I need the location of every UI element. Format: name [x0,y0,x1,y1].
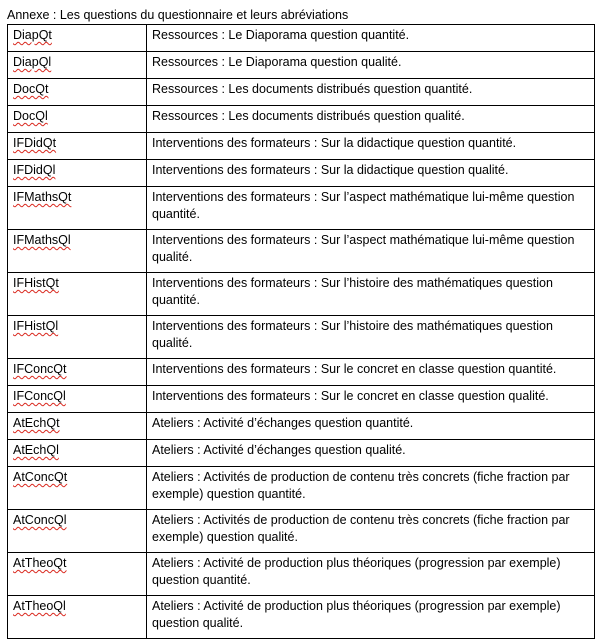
description-cell: Ressources : Le Diaporama question qualité. [147,52,595,79]
table-row [8,359,595,386]
abbreviation-code: AtTheoQt [13,556,67,570]
abbreviation-cell [8,133,147,160]
abbreviation-cell [8,273,147,316]
abbreviation-code: IFMathsQl [13,233,71,247]
abbreviation-cell [8,510,147,553]
description-cell: Interventions des formateurs : Sur l’aspect mathématique lui-même question qualité. [147,230,595,273]
description-cell: Interventions des formateurs : Sur la didactique question quantité. [147,133,595,160]
description-cell: Interventions des formateurs : Sur l’histoire des mathématiques question quantité. [147,273,595,316]
table-row [8,467,595,510]
abbreviation-cell [8,386,147,413]
abbreviation-code: IFDidQl [13,163,56,177]
abbreviation-cell [8,79,147,106]
table-row [8,106,595,133]
table-row [8,52,595,79]
description-cell: Ressources : Les documents distribués question qualité. [147,106,595,133]
abbreviation-cell [8,440,147,467]
table-row [8,230,595,273]
description-cell: Ateliers : Activité de production plus théoriques (progression par exemple) question qualité. [147,596,595,639]
abbreviation-code: IFHistQl [13,319,59,333]
table-row [8,273,595,316]
table-row [8,440,595,467]
abbreviation-code: IFConcQt [13,362,67,376]
abbreviation-cell [8,596,147,639]
description-cell: Interventions des formateurs : Sur le concret en classe question qualité. [147,386,595,413]
description-cell: Ateliers : Activité d’échanges question qualité. [147,440,595,467]
abbreviation-code: DocQt [13,82,49,96]
abbreviation-code: AtEchQl [13,443,59,457]
abbreviation-cell [8,467,147,510]
abbreviation-code: DiapQt [13,28,52,42]
abbreviation-cell [8,316,147,359]
abbreviation-cell [8,359,147,386]
description-cell: Ateliers : Activités de production de contenu très concrets (fiche fraction par exemple) question quantité. [147,467,595,510]
abbreviation-cell [8,413,147,440]
abbreviation-code: AtTheoQl [13,599,66,613]
abbreviation-cell [8,25,147,52]
table-row [8,553,595,596]
table-row [8,25,595,52]
table-row [8,316,595,359]
abbreviation-code: AtConcQt [13,470,68,484]
abbreviations-table [7,24,595,639]
description-cell: Interventions des formateurs : Sur l’histoire des mathématiques question qualité. [147,316,595,359]
table-row [8,133,595,160]
abbreviation-cell [8,187,147,230]
description-cell: Ressources : Le Diaporama question quantité. [147,25,595,52]
table-caption: Annexe : Les questions du questionnaire et leurs abréviations [7,8,349,22]
abbreviation-code: IFMathsQt [13,190,72,204]
abbreviation-cell [8,106,147,133]
abbreviation-code: DocQl [13,109,48,123]
table-row [8,596,595,639]
table-row [8,386,595,413]
abbreviation-code: AtConcQl [13,513,67,527]
abbreviation-code: IFHistQt [13,276,59,290]
description-cell: Interventions des formateurs : Sur l’aspect mathématique lui-même question quantité. [147,187,595,230]
table-row [8,187,595,230]
description-cell: Ressources : Les documents distribués question quantité. [147,79,595,106]
abbreviation-cell [8,553,147,596]
description-cell: Ateliers : Activité d’échanges question quantité. [147,413,595,440]
table-row [8,510,595,553]
description-cell: Interventions des formateurs : Sur le concret en classe question quantité. [147,359,595,386]
table-row [8,160,595,187]
abbreviation-code: IFConcQl [13,389,66,403]
table-row [8,79,595,106]
abbreviation-cell [8,52,147,79]
abbreviation-cell [8,230,147,273]
abbreviation-code: AtEchQt [13,416,60,430]
description-cell: Ateliers : Activités de production de contenu très concrets (fiche fraction par exemple) question qualité. [147,510,595,553]
abbreviation-code: DiapQl [13,55,52,69]
abbreviation-cell [8,160,147,187]
table-row [8,413,595,440]
description-cell: Ateliers : Activité de production plus théoriques (progression par exemple) question quantité. [147,553,595,596]
abbreviation-code: IFDidQt [13,136,57,150]
description-cell: Interventions des formateurs : Sur la didactique question qualité. [147,160,595,187]
